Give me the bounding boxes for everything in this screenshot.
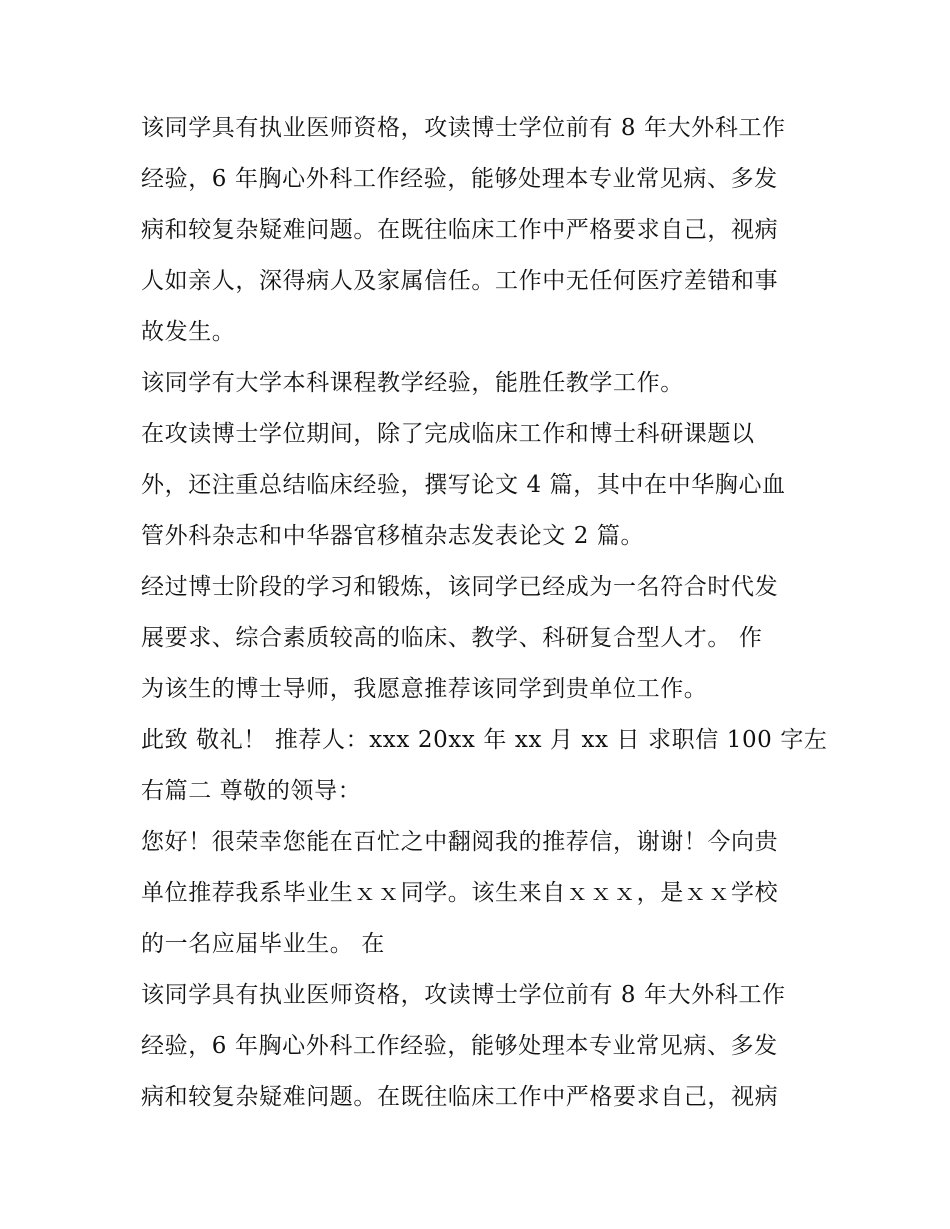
document-body — [141, 103, 828, 1123]
text-line: 展要求、综合素质较高的临床、教学、科研复合型人才。 作 — [141, 625, 763, 651]
text-line: 此致 敬礼！ 推荐人：xxx 20xx 年 xx 月 xx 日 求职信 100 字左 — [141, 727, 828, 753]
text-line: 单位推荐我系毕业生ｘｘ同学。该生来自ｘｘｘ，是ｘｘ学校 — [141, 880, 779, 906]
text-line: 该同学有大学本科课程教学经验，能胜任教学工作。 — [141, 370, 684, 396]
text-line: 您好！很荣幸您能在百忙之中翻阅我的推荐信，谢谢！今向贵 — [141, 829, 779, 855]
text-line: 该同学具有执业医师资格，攻读博士学位前有 8 年大外科工作 — [141, 115, 786, 141]
text-line: 该同学具有执业医师资格，攻读博士学位前有 8 年大外科工作 — [141, 982, 786, 1008]
text-line: 病和较复杂疑难问题。在既往临床工作中严格要求自己，视病 — [141, 217, 779, 243]
text-line: 病和较复杂疑难问题。在既往临床工作中严格要求自己，视病 — [141, 1084, 779, 1110]
text-line: 经验，6 年胸心外科工作经验，能够处理本专业常见病、多发 — [141, 1033, 778, 1059]
text-line: 的一名应届毕业生。 在 — [141, 931, 385, 957]
text-line: 故发生。 — [141, 319, 236, 345]
text-line: 外，还注重总结临床经验，撰写论文 4 篇，其中在中华胸心血 — [141, 472, 786, 498]
text-line: 为该生的博士导师，我愿意推荐该同学到贵单位工作。 — [141, 676, 708, 702]
text-line: 经过博士阶段的学习和锻炼，该同学已经成为一名符合时代发 — [141, 574, 779, 600]
text-line: 管外科杂志和中华器官移植杂志发表论文 2 篇。 — [141, 523, 645, 549]
text-line: 右篇二 尊敬的领导： — [141, 778, 362, 804]
text-line: 在攻读博士学位期间，除了完成临床工作和博士科研课题以 — [141, 421, 755, 447]
text-line: 经验，6 年胸心外科工作经验，能够处理本专业常见病、多发 — [141, 166, 778, 192]
text-line: 人如亲人，深得病人及家属信任。工作中无任何医疗差错和事 — [141, 268, 779, 294]
